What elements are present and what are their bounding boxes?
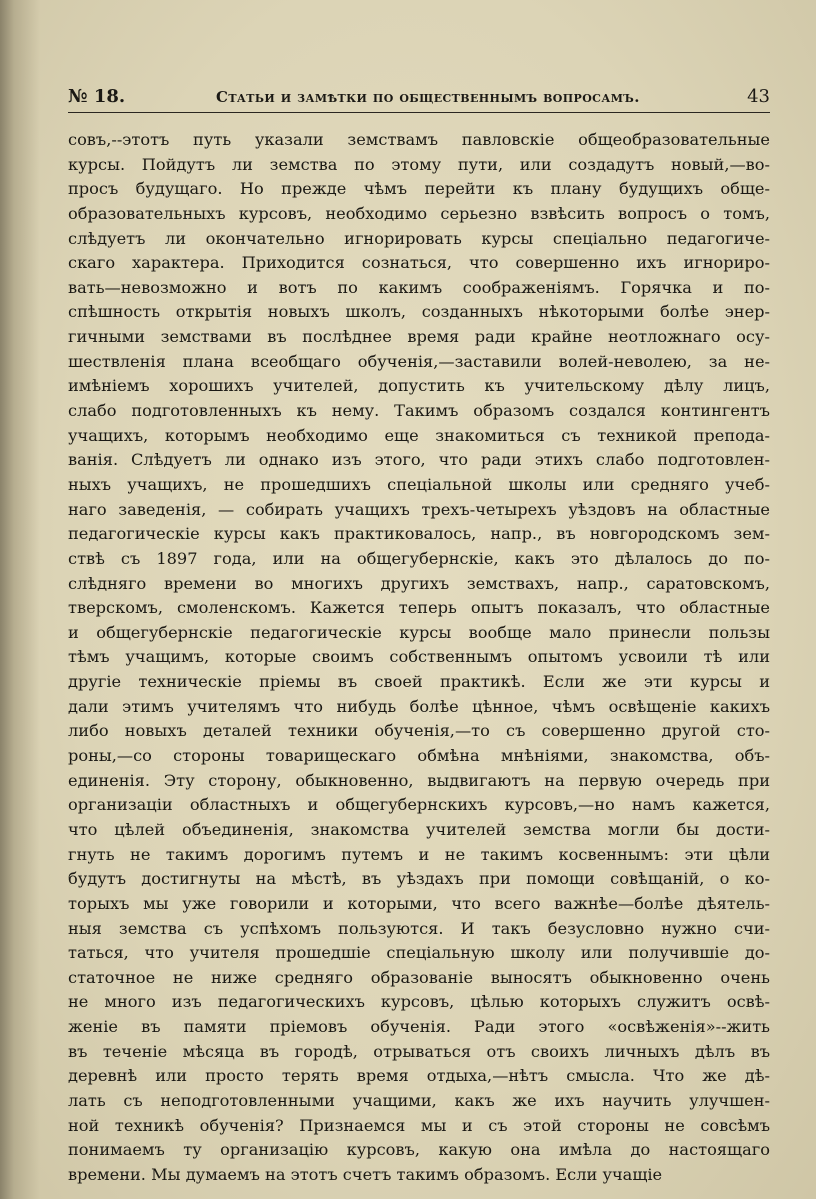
text-line: вать—невозможно и вотъ по какимъ соображеніямъ. Горячка и по- <box>68 277 770 297</box>
text-line: женіе въ памяти пріемовъ обученія. Ради этого «освѣженія»--жить <box>68 1017 770 1037</box>
text-line: образовательныхъ курсовъ, необходимо серьезно взвѣсить вопросъ о томъ, <box>68 203 770 223</box>
text-line: спѣшность открытія новыхъ школъ, созданныхъ нѣкоторыми болѣе энер- <box>68 302 770 322</box>
text-line: деревнѣ или просто терять время отдыха,—нѣтъ смысла. Что же дѣ- <box>68 1066 770 1086</box>
text-line: лать съ неподготовленными учащими, какъ же ихъ научить улучшен- <box>68 1090 770 1110</box>
text-line: просъ будущаго. Но прежде чѣмъ перейти къ плану будущихъ обще- <box>68 179 770 199</box>
text-line: въ теченіе мѣсяца въ городѣ, отрываться отъ своихъ личныхъ дѣлъ въ <box>68 1041 770 1061</box>
text-line: шествленія плана всеобщаго обученія,—заставили волей-неволею, за не- <box>68 351 770 371</box>
text-line: единенія. Эту сторону, обыкновенно, выдвигаютъ на первую очередь при <box>68 770 770 790</box>
text-line: слѣдняго времени во многихъ другихъ земствахъ, напр., саратовскомъ, <box>68 573 770 593</box>
text-line: гнуть не такимъ дорогимъ путемъ и не такимъ косвеннымъ: эти цѣли <box>68 844 770 864</box>
running-header <box>68 86 770 112</box>
text-line: совъ,--этотъ путь указали земствамъ павловскіе общеобразовательные <box>68 130 770 149</box>
text-line: будутъ достигнуты на мѣстѣ, въ уѣздахъ при помощи совѣщаній, о ко- <box>68 869 770 889</box>
text-line: слѣдуетъ ли окончательно игнорировать курсы спеціально педагогиче- <box>68 228 770 248</box>
text-line: ванія. Слѣдуетъ ли однако изъ этого, что ради этихъ слабо подготовлен- <box>68 450 770 470</box>
text-line: дали этимъ учителямъ что нибудь болѣе цѣнное, чѣмъ освѣщеніе какихъ <box>68 696 770 716</box>
text-line: либо новыхъ деталей техники обученія,—то съ совершенно другой сто- <box>68 721 770 741</box>
text-line: скаго характера. Приходится сознаться, что совершенно ихъ игнориро- <box>68 253 770 273</box>
page-gutter-shadow <box>0 0 40 1199</box>
text-line: тѣмъ учащимъ, которые своимъ собственнымъ опытомъ усвоили тѣ или <box>68 647 770 667</box>
text-line: слабо подготовленныхъ къ нему. Такимъ образомъ создался контингентъ <box>68 401 770 421</box>
text-line: и общегубернскіе педагогическіе курсы вообще мало принесли пользы <box>68 622 770 642</box>
text-line: статочное не ниже средняго образованіе выносятъ обыкновенно очень <box>68 967 770 987</box>
text-line: таться, что учителя прошедшіе спеціальную школу или получившіе до- <box>68 943 770 963</box>
text-line: гичными земствами въ послѣднее время ради крайне неотложнаго осу- <box>68 327 770 347</box>
issue-number: № 18. <box>68 86 126 107</box>
text-line: не много изъ педагогическихъ курсовъ, цѣлью которыхъ служитъ освѣ- <box>68 992 770 1012</box>
text-line: учащихъ, которымъ необходимо еще знакомиться съ техникой препода- <box>68 425 770 445</box>
text-line: торыхъ мы уже говорили и которыми, что всего важнѣе—болѣе дѣятель- <box>68 893 770 913</box>
text-line: ствѣ съ 1897 года, или на общегубернскіе, какъ это дѣлалось до по- <box>68 548 770 568</box>
header-rule <box>68 112 770 113</box>
text-line: тверскомъ, смоленскомъ. Кажется теперь опытъ показалъ, что областные <box>68 598 770 618</box>
text-line: курсы. Пойдутъ ли земства по этому пути, или создадутъ новый,—во- <box>68 154 770 174</box>
text-line: имѣніемъ хорошихъ учителей, допустить къ учительскому дѣлу лицъ, <box>68 376 770 396</box>
text-line: понимаемъ ту организацію курсовъ, какую она имѣла до настоящаго <box>68 1140 770 1160</box>
text-line: ныхъ учащихъ, не прошедшихъ спеціальной школы или средняго учеб- <box>68 474 770 494</box>
page-number: 43 <box>747 86 770 107</box>
text-line: ной техникѣ обученія? Признаемся мы и съ этой стороны не совсѣмъ <box>68 1115 770 1135</box>
text-line: наго заведенія, — собирать учащихъ трехъ-четырехъ уѣздовъ на областные <box>68 499 770 519</box>
body-text <box>68 128 770 1188</box>
text-line: роны,—со стороны товарищескаго обмѣна мнѣніями, знакомства, объ- <box>68 746 770 766</box>
text-line: ныя земства съ успѣхомъ пользуются. И такъ безусловно нужно счи- <box>68 918 770 938</box>
text-line: времени. Мы думаемъ на этотъ счетъ такимъ образомъ. Если учащіе <box>68 1164 663 1184</box>
running-title: Статьи и замѣтки по общественнымъ вопросамъ. <box>216 88 640 106</box>
text-line: другіе техническіе пріемы въ своей практикѣ. Если же эти курсы и <box>68 672 770 692</box>
text-line: что цѣлей объединенія, знакомства учителей земства могли бы дости- <box>68 819 770 839</box>
text-line: организаціи областныхъ и общегубернскихъ курсовъ,—но намъ кажется, <box>68 795 770 815</box>
text-line: педагогическіе курсы какъ практиковалось, напр., въ новгородскомъ зем- <box>68 524 770 544</box>
